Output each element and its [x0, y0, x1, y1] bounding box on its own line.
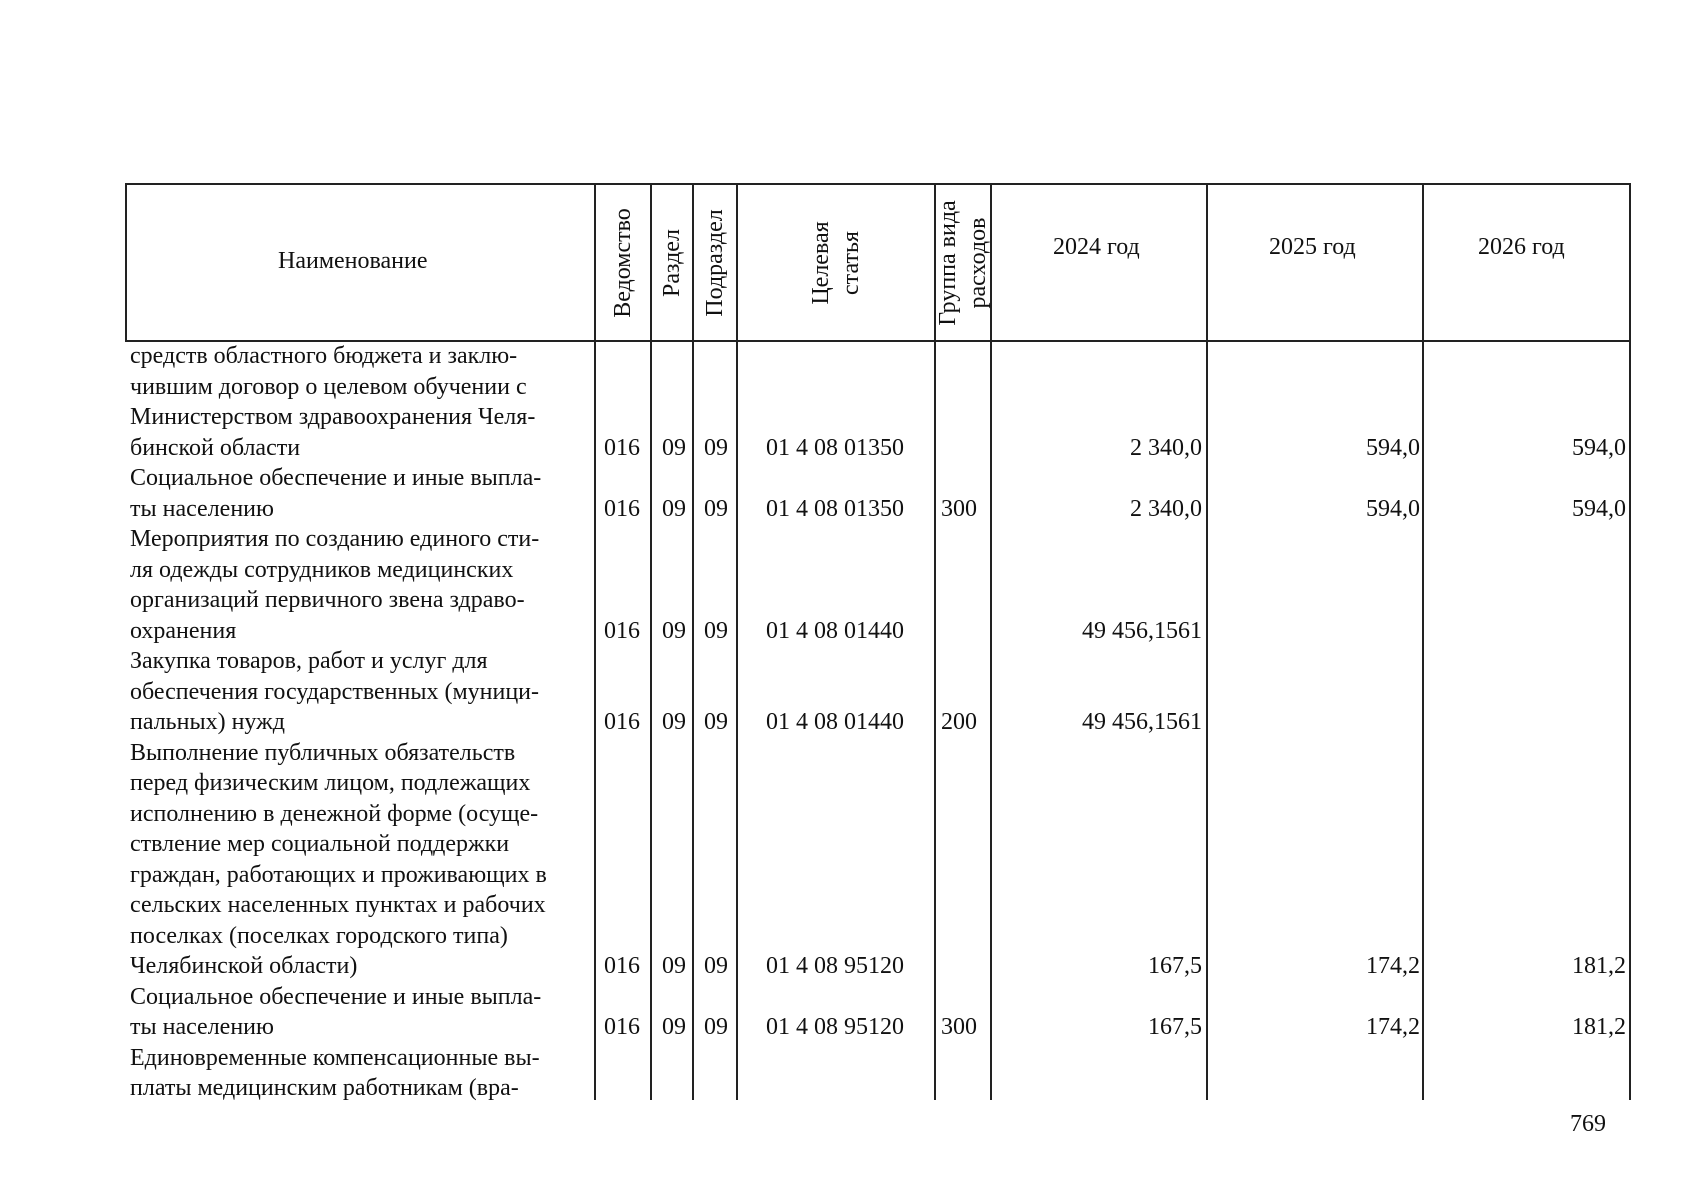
row-name-line: Социальное обеспечение и иные выпла- [130, 465, 542, 491]
row-name-cell [130, 524, 588, 646]
header-vedomstvo-cell [596, 185, 650, 340]
header-razdel: Раздел [659, 228, 685, 297]
year-2024-cell: 167,5 [1148, 953, 1202, 979]
celevaya-statya-cell: 01 4 08 01440 [766, 709, 904, 735]
header-year-2026: 2026 год [1478, 234, 1565, 260]
year-2025-cell: 174,2 [1366, 953, 1420, 979]
year-2024-cell: 2 340,0 [1130, 434, 1202, 461]
celevaya-statya-cell: 01 4 08 01350 [766, 434, 904, 461]
table-row [0, 982, 1696, 1043]
celevaya-statya-cell: 01 4 08 01350 [766, 495, 904, 522]
razdel-cell: 09 [662, 953, 686, 979]
header-year-2025: 2025 год [1269, 234, 1356, 260]
row-name-line: пальных) нужд [130, 709, 285, 735]
header-celevaya-line2: статья [838, 230, 864, 295]
row-name-line: платы медицинским работникам (вра- [130, 1075, 519, 1101]
table-row [0, 341, 1696, 463]
row-name-line: бинской области [130, 434, 301, 461]
gruppa-cell: 300 [941, 1014, 977, 1040]
row-name-line: обеспечения государственных (муници- [130, 678, 540, 705]
year-2025-cell: 594,0 [1366, 434, 1420, 461]
razdel-cell: 09 [662, 709, 686, 735]
row-name-line: охранения [130, 617, 237, 644]
row-name-cell [130, 646, 588, 738]
celevaya-statya-cell: 01 4 08 95120 [766, 1014, 904, 1040]
year-2026-cell: 594,0 [1572, 434, 1626, 461]
table-row [0, 738, 1696, 982]
gruppa-cell: 200 [941, 709, 977, 735]
row-name-line: Челябинской области) [130, 953, 358, 979]
vedomstvo-cell: 016 [604, 709, 640, 735]
col-border-left [125, 183, 127, 340]
podrazdel-cell: 09 [704, 495, 728, 522]
year-2026-cell: 181,2 [1572, 1014, 1626, 1040]
year-2024-cell: 167,5 [1148, 1014, 1202, 1040]
header-gruppa [933, 200, 993, 325]
razdel-cell: 09 [662, 495, 686, 522]
table-row [0, 646, 1696, 738]
row-name-cell [130, 1043, 588, 1104]
row-name-line: ты населению [130, 495, 274, 522]
year-2026-cell: 594,0 [1572, 495, 1626, 522]
row-name-line: ля одежды сотрудников медицинских [130, 556, 514, 583]
row-name-line: Министерством здравоохранения Челя- [130, 404, 536, 430]
row-name-line: чившим договор о целевом обучении с [130, 373, 527, 400]
podrazdel-cell: 09 [704, 953, 728, 979]
header-vedomstvo: Ведомство [610, 207, 636, 318]
podrazdel-cell: 09 [704, 617, 728, 644]
row-name-line: Мероприятия по созданию единого сти- [130, 526, 540, 552]
row-name-line: граждан, работающих и проживающих в [130, 861, 547, 888]
year-2025-cell: 594,0 [1366, 495, 1420, 522]
row-name-line: Социальное обеспечение и иные выпла- [130, 983, 542, 1010]
header-podrazdel-cell [694, 185, 736, 340]
row-name-line: перед физическим лицом, подлежащих [130, 770, 531, 796]
year-2024-cell: 49 456,1561 [1082, 709, 1202, 735]
vedomstvo-cell: 016 [604, 1014, 640, 1040]
gruppa-cell: 300 [941, 495, 977, 522]
podrazdel-cell: 09 [704, 1014, 728, 1040]
row-name-line: исполнению в денежной форме (осуще- [130, 800, 539, 827]
page-number: 769 [1570, 1111, 1606, 1137]
row-name-line: поселках (поселках городского типа) [130, 922, 508, 949]
header-celevaya [806, 221, 866, 304]
year-2024-cell: 2 340,0 [1130, 495, 1202, 522]
razdel-cell: 09 [662, 434, 686, 461]
row-name-cell [130, 982, 588, 1043]
table-row [0, 1043, 1696, 1104]
header-celevaya-line1: Целевая [808, 220, 834, 305]
row-name-line: Единовременные компенсационные вы- [130, 1044, 540, 1071]
table-row [0, 524, 1696, 646]
vedomstvo-cell: 016 [604, 617, 640, 644]
podrazdel-cell: 09 [704, 434, 728, 461]
row-name-cell [130, 341, 588, 463]
row-name-line: средств областного бюджета и заклю- [130, 343, 518, 369]
vedomstvo-cell: 016 [604, 953, 640, 979]
header-gruppa-line2: расходов [965, 217, 991, 308]
celevaya-statya-cell: 01 4 08 01440 [766, 617, 904, 644]
header-celevaya-cell [738, 185, 934, 340]
vedomstvo-cell: 016 [604, 434, 640, 461]
row-name-line: Выполнение публичных обязательств [130, 739, 516, 766]
row-name-cell [130, 463, 588, 524]
row-name-line: организаций первичного звена здраво- [130, 587, 525, 613]
header-name: Наименование [278, 248, 428, 274]
podrazdel-cell: 09 [704, 709, 728, 735]
header-gruppa-cell [936, 185, 990, 340]
year-2025-cell: 174,2 [1366, 1014, 1420, 1040]
row-name-line: Закупка товаров, работ и услуг для [130, 648, 488, 674]
vedomstvo-cell: 016 [604, 495, 640, 522]
razdel-cell: 09 [662, 1014, 686, 1040]
header-razdel-cell [652, 185, 692, 340]
header-gruppa-line1: Группа вида [935, 199, 961, 326]
row-name-line: ты населению [130, 1014, 274, 1040]
table-row [0, 463, 1696, 524]
year-2026-cell: 181,2 [1572, 953, 1626, 979]
row-name-line: сельских населенных пунктах и рабочих [130, 892, 546, 918]
header-year-2024: 2024 год [1053, 234, 1140, 260]
celevaya-statya-cell: 01 4 08 95120 [766, 953, 904, 979]
header-podrazdel: Подраздел [702, 208, 728, 317]
year-2024-cell: 49 456,1561 [1082, 617, 1202, 644]
row-name-line: ствление мер социальной поддержки [130, 831, 510, 857]
row-name-cell [130, 738, 588, 982]
razdel-cell: 09 [662, 617, 686, 644]
